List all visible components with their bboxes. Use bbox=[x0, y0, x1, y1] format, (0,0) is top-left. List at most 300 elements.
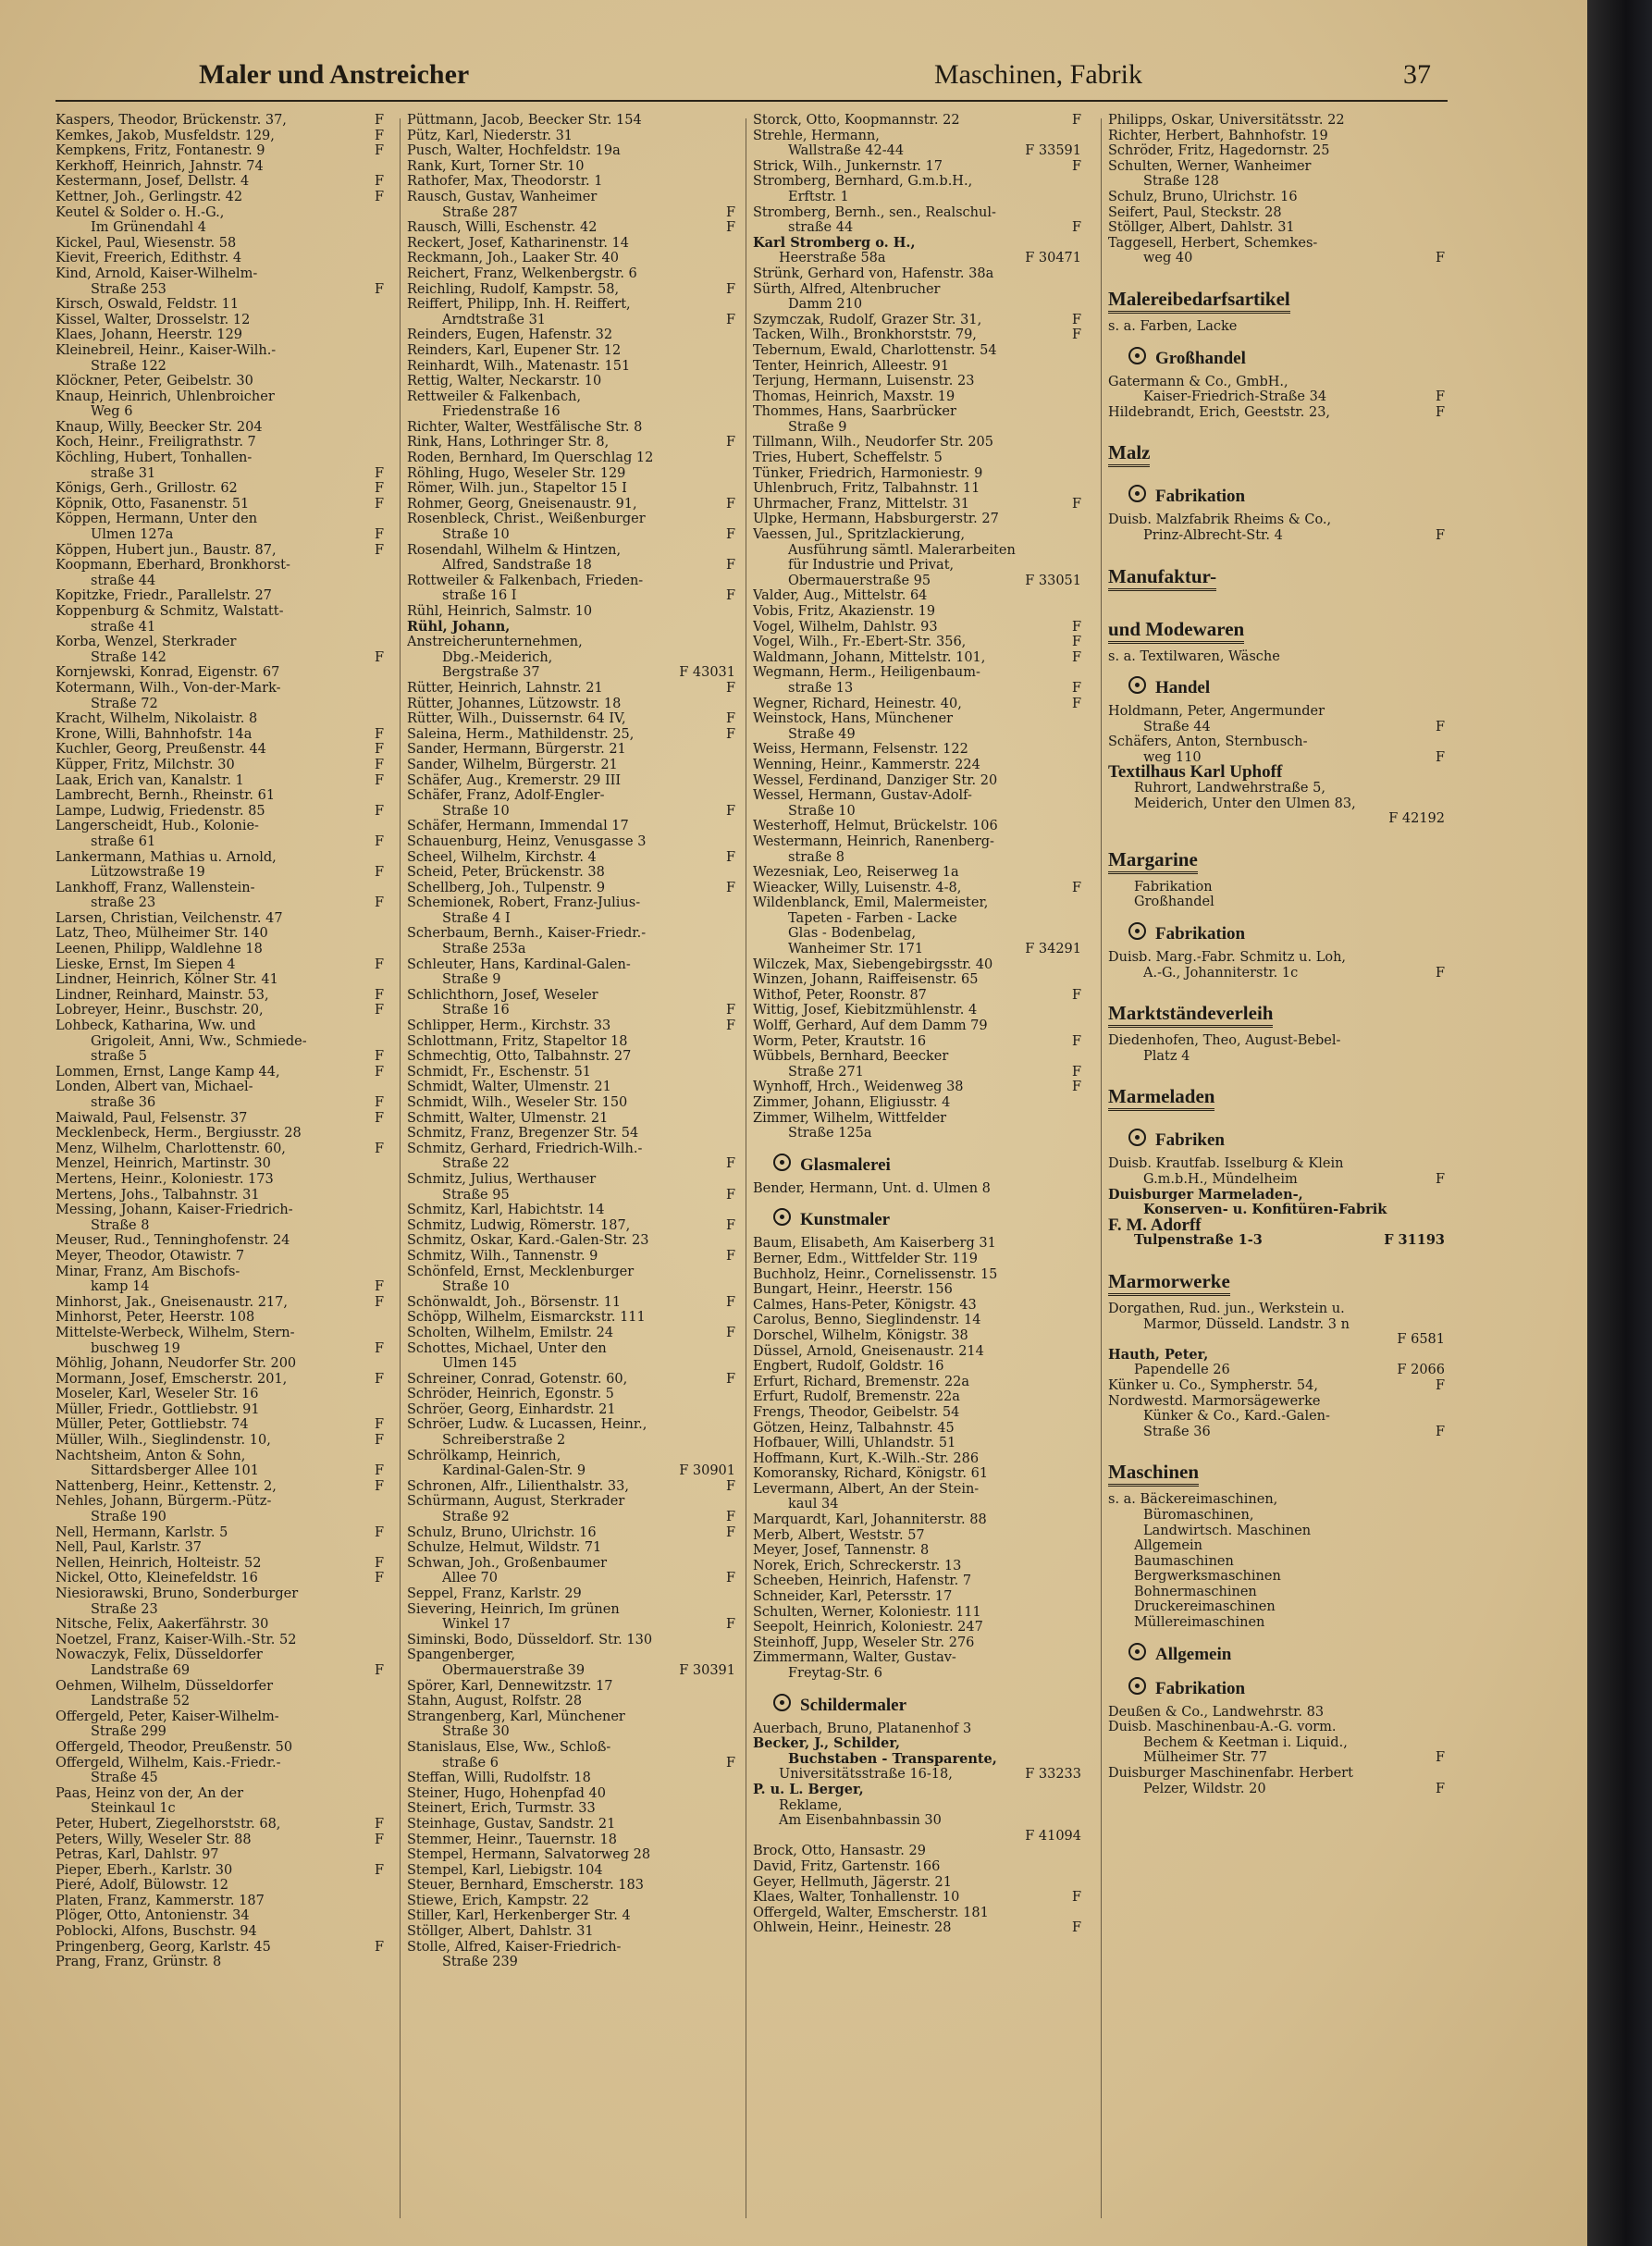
entry-text: Schlottmann, Fritz, Stapeltor 18 bbox=[407, 1033, 628, 1049]
entry-line bbox=[407, 1679, 735, 1695]
subsection-label: Handel bbox=[1155, 678, 1211, 698]
entry-text: Nehles, Johann, Bürgerm.-Pütz- bbox=[55, 1494, 272, 1510]
entry-text: Bergwerksmaschinen bbox=[1134, 1569, 1281, 1585]
entry-text: Schauenburg, Heinz, Venusgasse 3 bbox=[407, 833, 647, 849]
entry-text: straße 8 bbox=[788, 849, 844, 865]
telephone-marker: F bbox=[374, 527, 384, 543]
entry-line bbox=[753, 1635, 1081, 1651]
entry-text: Wildenblanck, Emil, Malermeister, bbox=[753, 895, 989, 911]
directory-entry bbox=[1108, 1394, 1445, 1440]
entry-line bbox=[407, 420, 735, 436]
entry-text: Schellberg, Joh., Tulpenstr. 9 bbox=[407, 880, 606, 895]
entry-line bbox=[55, 190, 384, 205]
entry-text: Rausch, Gustav, Wanheimer bbox=[407, 189, 598, 204]
telephone-marker: F bbox=[725, 496, 735, 512]
directory-entry bbox=[407, 1417, 735, 1448]
entry-text: Keutel & Solder o. H.-G., bbox=[55, 204, 225, 220]
entry-line bbox=[55, 911, 384, 927]
entry-line bbox=[55, 450, 384, 466]
entry-text: Stromberg, Bernh., sen., Realschul- bbox=[753, 204, 996, 220]
entry-line bbox=[55, 512, 384, 527]
entry-line bbox=[55, 819, 384, 834]
entry-line bbox=[55, 957, 384, 973]
subsection-label: Fabrikation bbox=[1155, 924, 1246, 944]
directory-entry bbox=[55, 1617, 384, 1633]
entry-text: Westermann, Heinrich, Ranenberg- bbox=[753, 833, 994, 849]
entry-text: Straße 92 bbox=[442, 1510, 510, 1525]
directory-entry bbox=[407, 865, 735, 881]
entry-line bbox=[407, 497, 735, 512]
entry-text: Schulten, Werner, Koloniestr. 111 bbox=[753, 1604, 981, 1620]
entry-line bbox=[779, 251, 1081, 266]
entry-text: Knaup, Heinrich, Uhlenbroicher bbox=[55, 389, 275, 404]
directory-entry bbox=[407, 834, 735, 850]
entry-line bbox=[1134, 1615, 1445, 1631]
directory-entry bbox=[407, 343, 735, 359]
entry-text: straße 41 bbox=[91, 619, 156, 635]
entry-line bbox=[407, 1833, 735, 1848]
entry-line bbox=[753, 389, 1081, 405]
entry-text: Scheel, Wilhelm, Kirchstr. 4 bbox=[407, 849, 597, 865]
entry-line bbox=[55, 1142, 384, 1157]
entry-text: Duisb. Maschinenbau-A.-G. vorm. bbox=[1108, 1720, 1337, 1735]
entry-line bbox=[407, 1049, 735, 1065]
directory-entry bbox=[753, 604, 1081, 620]
entry-text: Schulze, Helmut, Wildstr. 71 bbox=[407, 1540, 602, 1556]
entry-text: weg 40 bbox=[1143, 251, 1193, 266]
entry-text: Wieacker, Willy, Luisenstr. 4-8, bbox=[753, 880, 962, 895]
entry-line bbox=[407, 1878, 735, 1894]
directory-entry bbox=[407, 159, 735, 175]
entry-text: Schröder, Heinrich, Egonstr. 5 bbox=[407, 1387, 614, 1402]
entry-line bbox=[55, 988, 384, 1004]
entry-text: Künker & Co., Kard.-Galen- bbox=[1143, 1409, 1330, 1425]
entry-text: Kleinebreil, Heinr., Kaiser-Wilh.- bbox=[55, 342, 277, 358]
directory-entry bbox=[55, 1356, 384, 1372]
directory-entry bbox=[753, 742, 1081, 758]
entry-line bbox=[407, 819, 735, 834]
entry-line bbox=[753, 1829, 1081, 1845]
subsection-heading bbox=[773, 1207, 1081, 1230]
entry-line bbox=[753, 1436, 1081, 1451]
entry-text: Taggesell, Herbert, Schemkes- bbox=[1108, 235, 1318, 251]
entry-text: Waldmann, Johann, Mittelstr. 101, bbox=[753, 649, 986, 665]
entry-line bbox=[407, 1249, 735, 1265]
entry-line bbox=[407, 574, 735, 589]
entry-line bbox=[753, 220, 1081, 236]
entry-text: Platz 4 bbox=[1143, 1048, 1190, 1064]
entry-line bbox=[753, 588, 1081, 604]
directory-entry bbox=[55, 327, 384, 343]
entry-line bbox=[407, 865, 735, 881]
directory-entry bbox=[407, 1018, 735, 1034]
telephone-marker: F bbox=[725, 527, 735, 543]
entry-line bbox=[779, 1767, 1081, 1783]
entry-text: Schmitz, Wilh., Tannenstr. 9 bbox=[407, 1248, 598, 1264]
directory-entry bbox=[407, 374, 735, 389]
entry-text: Marquardt, Karl, Johanniterstr. 88 bbox=[753, 1512, 987, 1528]
entry-text: Levermann, Albert, An der Stein- bbox=[753, 1481, 980, 1497]
directory-entry bbox=[55, 159, 384, 175]
entry-line bbox=[753, 1126, 1081, 1142]
entry-line bbox=[55, 1617, 384, 1633]
entry-line bbox=[407, 1633, 735, 1648]
entry-text: Latz, Theo, Mülheimer Str. 140 bbox=[55, 926, 268, 942]
entry-text: Messing, Johann, Kaiser-Friedrich- bbox=[55, 1203, 293, 1218]
directory-entry bbox=[1108, 1363, 1445, 1378]
entry-line bbox=[753, 1605, 1081, 1621]
telephone-marker: F bbox=[374, 865, 384, 881]
entry-line bbox=[753, 1389, 1081, 1405]
entry-text: Steinhoff, Jupp, Weseler Str. 276 bbox=[753, 1635, 975, 1650]
entry-text: Rütter, Johannes, Lützowstr. 18 bbox=[407, 696, 622, 711]
directory-entry bbox=[753, 205, 1081, 236]
entry-text: Steinhage, Gustav, Sandstr. 21 bbox=[407, 1816, 616, 1832]
entry-line bbox=[753, 911, 1081, 927]
entry-text: Knaup, Willy, Beecker Str. 204 bbox=[55, 419, 263, 435]
directory-entry bbox=[407, 389, 735, 420]
directory-entry bbox=[407, 497, 735, 512]
directory-entry bbox=[407, 988, 735, 1018]
entry-line bbox=[55, 1510, 384, 1525]
entry-line bbox=[753, 1049, 1081, 1065]
entry-text: Philipps, Oskar, Universitätsstr. 22 bbox=[1108, 113, 1345, 128]
directory-entry bbox=[407, 1556, 735, 1586]
entry-text: Ulmen 145 bbox=[442, 1356, 517, 1372]
entry-text: Hauth, Peter, bbox=[1108, 1346, 1209, 1363]
entry-line bbox=[753, 282, 1081, 298]
entry-line bbox=[407, 1602, 735, 1618]
entry-text: Straße 4 I bbox=[442, 910, 511, 926]
directory-entry bbox=[753, 1559, 1081, 1574]
entry-line bbox=[407, 957, 735, 973]
entry-line bbox=[753, 1282, 1081, 1298]
entry-text: Rathofer, Max, Theodorstr. 1 bbox=[407, 174, 603, 190]
telephone-marker: F bbox=[1071, 1890, 1081, 1906]
directory-entry bbox=[407, 1894, 735, 1909]
entry-text: straße 44 bbox=[91, 573, 156, 588]
telephone-marker: F bbox=[725, 680, 735, 696]
entry-line bbox=[55, 635, 384, 650]
entry-line bbox=[55, 1540, 384, 1556]
directory-entry bbox=[55, 1908, 384, 1924]
bullet-circle-icon bbox=[1128, 347, 1146, 364]
directory-entry bbox=[753, 1236, 1081, 1252]
directory-entry bbox=[407, 1924, 735, 1940]
entry-line bbox=[753, 926, 1081, 942]
telephone-marker: F bbox=[1435, 1781, 1445, 1796]
entry-line bbox=[55, 343, 384, 359]
entry-line bbox=[407, 1525, 735, 1541]
entry-text: Schlichthorn, Josef, Weseler bbox=[407, 987, 598, 1003]
entry-line bbox=[753, 1528, 1081, 1544]
directory-entry bbox=[407, 574, 735, 604]
telephone-marker: F bbox=[725, 1248, 735, 1264]
entry-text: Duisb. Marg.-Fabr. Schmitz u. Loh, bbox=[1108, 950, 1347, 966]
entry-line bbox=[55, 466, 384, 482]
entry-text: Zimmer, Johann, Eligiusstr. 4 bbox=[753, 1095, 951, 1110]
directory-entry bbox=[407, 926, 735, 956]
section-heading: und Modewaren bbox=[1108, 617, 1244, 644]
entry-text: Straße 299 bbox=[91, 1724, 166, 1740]
entry-line bbox=[407, 1111, 735, 1127]
entry-line bbox=[1108, 1049, 1445, 1065]
entry-line bbox=[753, 665, 1081, 681]
directory-entry bbox=[407, 1602, 735, 1633]
telephone-marker: F 2066 bbox=[1397, 1363, 1445, 1378]
entry-text: Schreiner, Conrad, Gotenstr. 60, bbox=[407, 1371, 628, 1387]
entry-text: Plöger, Otto, Antonienstr. 34 bbox=[55, 1908, 250, 1924]
telephone-marker: F bbox=[725, 588, 735, 604]
entry-line bbox=[753, 1313, 1081, 1328]
entry-text: Rosenbleck, Christ., Weißenburger bbox=[407, 512, 646, 527]
directory-entry bbox=[55, 1203, 384, 1233]
subsection-heading bbox=[1128, 484, 1445, 507]
telephone-marker: F bbox=[725, 1217, 735, 1233]
entry-line bbox=[55, 1095, 384, 1111]
entry-line bbox=[407, 190, 735, 205]
entry-line bbox=[753, 1512, 1081, 1528]
directory-entry bbox=[55, 374, 384, 389]
directory-entry bbox=[407, 1833, 735, 1848]
entry-line bbox=[407, 143, 735, 159]
directory-entry bbox=[753, 1920, 1081, 1936]
entry-text: Steinert, Erich, Turmstr. 33 bbox=[407, 1801, 596, 1817]
directory-entry bbox=[55, 1326, 384, 1356]
entry-line bbox=[753, 1359, 1081, 1375]
entry-line bbox=[407, 742, 735, 758]
entry-line bbox=[753, 435, 1081, 450]
entry-line bbox=[55, 527, 384, 543]
directory-entry bbox=[55, 742, 384, 758]
entry-text: Prang, Franz, Grünstr. 8 bbox=[55, 1955, 222, 1970]
entry-line bbox=[55, 1663, 384, 1679]
directory-entry bbox=[55, 758, 384, 773]
telephone-marker: F bbox=[374, 1816, 384, 1832]
telephone-marker: F bbox=[374, 1279, 384, 1295]
directory-entry bbox=[753, 497, 1081, 512]
entry-line bbox=[753, 1267, 1081, 1283]
directory-entry bbox=[753, 359, 1081, 375]
directory-entry bbox=[1108, 1156, 1445, 1187]
directory-entry bbox=[55, 1018, 384, 1065]
entry-text: Westerhoff, Helmut, Brückelstr. 106 bbox=[753, 819, 998, 834]
entry-line bbox=[753, 881, 1081, 896]
directory-entry bbox=[407, 129, 735, 144]
entry-line bbox=[753, 1543, 1081, 1559]
entry-text: Menzel, Heinrich, Martinstr. 30 bbox=[55, 1156, 271, 1172]
entry-text: Seepolt, Heinrich, Koloniestr. 247 bbox=[753, 1620, 983, 1635]
entry-line bbox=[753, 327, 1081, 343]
telephone-marker: F bbox=[725, 1325, 735, 1340]
entry-text: Dorgathen, Rud. jun., Werkstein u. bbox=[1108, 1301, 1345, 1316]
entry-text: Mertens, Johs., Talbahnstr. 31 bbox=[55, 1187, 260, 1203]
directory-entry bbox=[753, 282, 1081, 313]
entry-text: Schottes, Michael, Unter den bbox=[407, 1340, 607, 1356]
directory-entry bbox=[407, 1694, 735, 1709]
entry-text: Straße 8 bbox=[91, 1217, 150, 1233]
directory-entry bbox=[407, 113, 735, 129]
entry-text: Oehmen, Wilhelm, Düsseldorfer bbox=[55, 1678, 274, 1694]
entry-text: Köchling, Hubert, Tonhallen- bbox=[55, 450, 253, 466]
directory-entry bbox=[407, 359, 735, 375]
entry-line bbox=[55, 834, 384, 850]
directory-entry bbox=[55, 1894, 384, 1909]
entry-text: Sander, Wilhelm, Bürgerstr. 21 bbox=[407, 757, 618, 772]
entry-text: Auerbach, Bruno, Platanenhof 3 bbox=[753, 1721, 972, 1736]
entry-text: Rühl, Heinrich, Salmstr. 10 bbox=[407, 604, 593, 619]
entry-text: Straße 128 bbox=[1143, 174, 1219, 190]
entry-line bbox=[55, 1556, 384, 1572]
entry-line bbox=[55, 1647, 384, 1663]
entry-text: Prinz-Albrecht-Str. 4 bbox=[1143, 527, 1283, 543]
entry-line bbox=[753, 1736, 1081, 1752]
entry-line bbox=[753, 527, 1081, 543]
entry-line bbox=[753, 558, 1081, 574]
directory-entry bbox=[55, 1586, 384, 1617]
entry-text: Ohlwein, Heinr., Heinestr. 28 bbox=[753, 1920, 952, 1936]
entry-line bbox=[55, 972, 384, 988]
entry-line bbox=[407, 988, 735, 1004]
entry-text: Wegmann, Herm., Heiligenbaum- bbox=[753, 665, 980, 681]
entry-text: Wanheimer Str. 171 bbox=[788, 942, 924, 957]
directory-entry bbox=[753, 1313, 1081, 1328]
entry-text: Weg 6 bbox=[91, 404, 133, 420]
directory-entry bbox=[753, 466, 1081, 482]
directory-entry bbox=[753, 635, 1081, 650]
entry-line bbox=[55, 1003, 384, 1018]
telephone-marker: F bbox=[374, 726, 384, 742]
entry-text: Kirsch, Oswald, Feldstr. 11 bbox=[55, 297, 240, 313]
entry-text: Tebernum, Ewald, Charlottenstr. 54 bbox=[753, 342, 997, 358]
entry-text: Tacken, Wilh., Bronkhorststr. 79, bbox=[753, 327, 977, 343]
entry-text: Schmitz, Oskar, Kard.-Galen-Str. 23 bbox=[407, 1233, 649, 1249]
directory-entry bbox=[753, 159, 1081, 175]
section-heading-wrap bbox=[1108, 1439, 1445, 1492]
directory-entry bbox=[407, 174, 735, 190]
directory-entry bbox=[753, 527, 1081, 588]
entry-text: Steffan, Willi, Rudolfstr. 18 bbox=[407, 1771, 591, 1786]
directory-entry bbox=[407, 1111, 735, 1127]
telephone-marker: F bbox=[1071, 987, 1081, 1003]
directory-entry bbox=[753, 113, 1081, 129]
telephone-marker: F 41094 bbox=[1025, 1828, 1081, 1844]
entry-line bbox=[753, 1620, 1081, 1635]
entry-text: Hofbauer, Willi, Uhlandstr. 51 bbox=[753, 1436, 956, 1451]
telephone-marker: F bbox=[1435, 749, 1445, 765]
entry-text: Offergeld, Peter, Kaiser-Wilhelm- bbox=[55, 1709, 279, 1724]
entry-line bbox=[55, 1265, 384, 1280]
entry-text: Becker, J., Schilder, bbox=[753, 1735, 900, 1752]
directory-entry bbox=[753, 1298, 1081, 1314]
entry-text: Offergeld, Theodor, Preußenstr. 50 bbox=[55, 1739, 293, 1755]
directory-entry bbox=[407, 1249, 735, 1265]
telephone-marker: F bbox=[1071, 635, 1081, 650]
entry-text: Koopmann, Eberhard, Bronkhorst- bbox=[55, 558, 290, 574]
telephone-marker: F bbox=[725, 220, 735, 236]
entry-line bbox=[407, 327, 735, 343]
telephone-marker: F bbox=[374, 1524, 384, 1540]
entry-line bbox=[1108, 1394, 1445, 1410]
subsection-heading bbox=[773, 1153, 1081, 1176]
entry-line bbox=[55, 1694, 384, 1709]
entry-text: Kerkhoff, Heinrich, Jahnstr. 74 bbox=[55, 158, 264, 174]
entry-text: Spangenberger, bbox=[407, 1647, 516, 1663]
directory-entry bbox=[753, 1783, 1081, 1798]
entry-text: Schwan, Joh., Großenbaumer bbox=[407, 1555, 608, 1571]
entry-line bbox=[407, 1279, 735, 1295]
entry-text: Maiwald, Paul, Felsenstr. 37 bbox=[55, 1110, 248, 1126]
directory-entry bbox=[55, 1924, 384, 1940]
entry-line bbox=[407, 1863, 735, 1879]
entry-text: Uhlenbruch, Fritz, Talbahnstr. 11 bbox=[753, 481, 980, 497]
telephone-marker: F 34291 bbox=[1025, 942, 1081, 957]
entry-text: Vobis, Fritz, Akazienstr. 19 bbox=[753, 604, 936, 619]
entry-line bbox=[407, 697, 735, 712]
section-heading-wrap bbox=[1108, 1249, 1445, 1302]
directory-entry bbox=[753, 665, 1081, 696]
telephone-marker: F bbox=[725, 726, 735, 742]
section-heading-wrap bbox=[1108, 420, 1445, 473]
entry-line bbox=[55, 236, 384, 252]
entry-text: Tulpenstraße 1-3 bbox=[1134, 1232, 1263, 1249]
entry-line bbox=[753, 635, 1081, 650]
entry-line bbox=[753, 1906, 1081, 1921]
entry-text: Landstraße 69 bbox=[91, 1662, 191, 1678]
entry-text: Frengs, Theodor, Geibelstr. 54 bbox=[753, 1404, 960, 1420]
entry-text: Stöllger, Albert, Dahlstr. 31 bbox=[1108, 220, 1295, 236]
directory-entry bbox=[753, 881, 1081, 896]
entry-text: Allee 70 bbox=[442, 1571, 498, 1586]
telephone-marker: F bbox=[1071, 1080, 1081, 1095]
entry-text: Uhrmacher, Franz, Mittelstr. 31 bbox=[753, 496, 969, 512]
entry-text: Petras, Karl, Dahlstr. 97 bbox=[55, 1847, 219, 1863]
entry-line bbox=[753, 1080, 1081, 1095]
entry-text: Schrölkamp, Heinrich, bbox=[407, 1448, 561, 1463]
entry-text: straße 36 bbox=[91, 1095, 156, 1110]
telephone-marker: F bbox=[1071, 1033, 1081, 1049]
entry-text: Möhlig, Johann, Neudorfer Str. 200 bbox=[55, 1356, 297, 1372]
entry-line bbox=[407, 588, 735, 604]
entry-line bbox=[753, 343, 1081, 359]
entry-text: Londen, Albert van, Michael- bbox=[55, 1080, 253, 1095]
telephone-marker: F bbox=[1435, 1424, 1445, 1439]
telephone-marker: F bbox=[374, 1433, 384, 1449]
directory-entry bbox=[753, 1405, 1081, 1421]
entry-line bbox=[55, 588, 384, 604]
entry-line bbox=[753, 1018, 1081, 1034]
entry-text: Friedenstraße 16 bbox=[442, 404, 561, 420]
entry-text: Nattenberg, Heinr., Kettenstr. 2, bbox=[55, 1478, 277, 1494]
directory-entry bbox=[407, 620, 735, 636]
entry-line bbox=[55, 1863, 384, 1879]
entry-line bbox=[407, 113, 735, 129]
telephone-marker: F bbox=[1071, 327, 1081, 343]
entry-line bbox=[407, 543, 735, 559]
directory-entry bbox=[753, 327, 1081, 343]
directory-entry bbox=[1108, 1332, 1445, 1348]
telephone-marker: F bbox=[374, 1662, 384, 1678]
directory-entry bbox=[1108, 1720, 1445, 1766]
directory-entry bbox=[55, 190, 384, 205]
directory-entry bbox=[55, 1940, 384, 1956]
entry-line bbox=[407, 1694, 735, 1709]
entry-text: Rottweiler & Falkenbach, Frieden- bbox=[407, 573, 644, 588]
entry-line bbox=[55, 159, 384, 175]
entry-line bbox=[753, 1752, 1081, 1768]
entry-text: Müller, Wilh., Sieglindenstr. 10, bbox=[55, 1433, 271, 1449]
entry-line bbox=[1108, 1033, 1445, 1049]
